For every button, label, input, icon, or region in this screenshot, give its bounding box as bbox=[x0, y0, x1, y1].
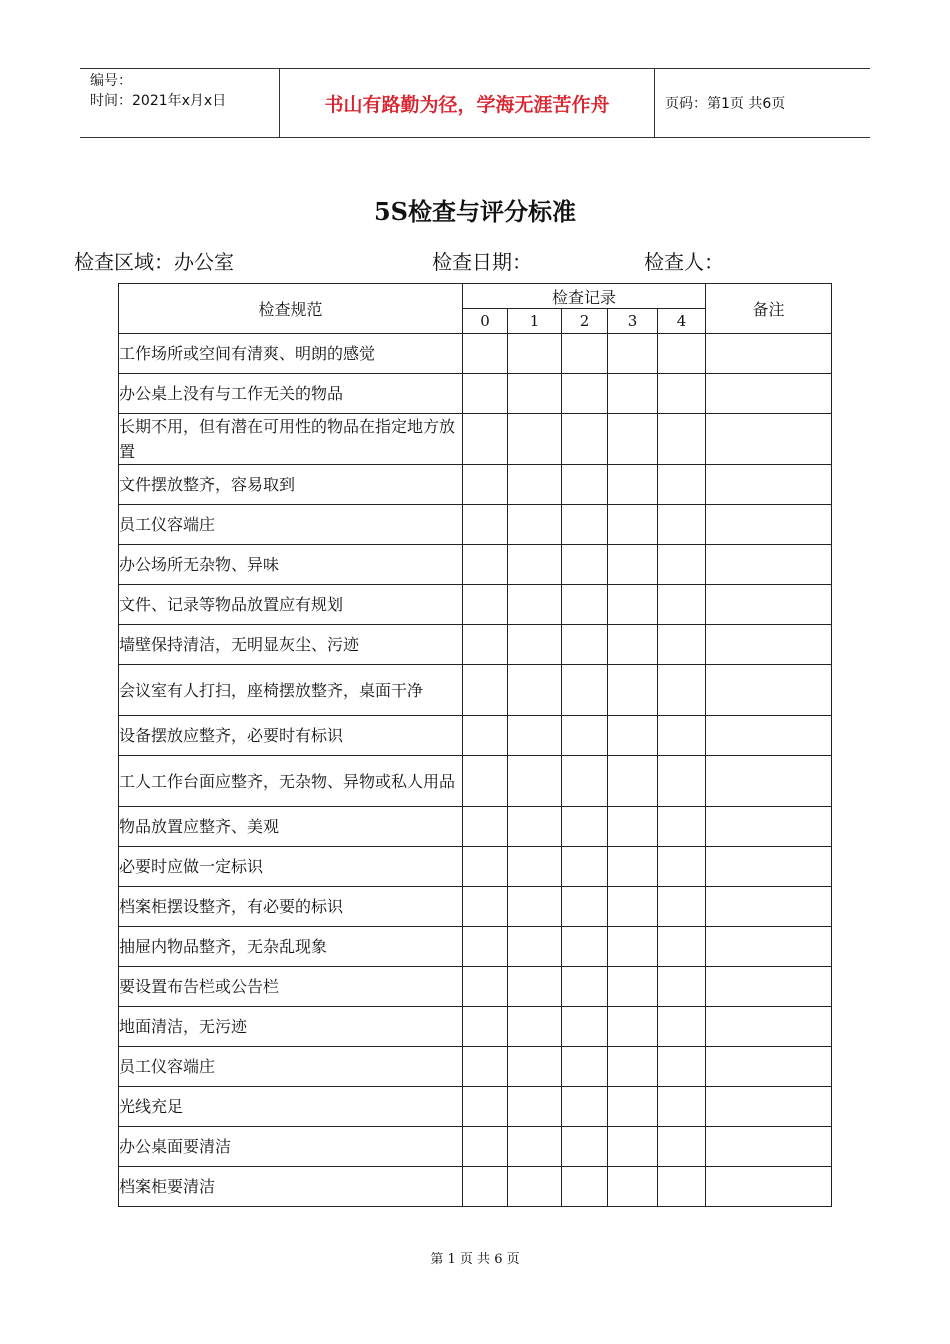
score-cell[interactable] bbox=[608, 414, 658, 465]
table-row bbox=[119, 1167, 832, 1207]
score-cell[interactable] bbox=[608, 505, 658, 545]
page-header bbox=[80, 68, 870, 138]
criterion-text: 办公桌面要清洁 bbox=[119, 1127, 463, 1167]
criterion-text: 地面清洁，无污迹 bbox=[119, 1007, 463, 1047]
note-cell[interactable] bbox=[706, 1167, 832, 1207]
column-record: 检查记录 bbox=[463, 284, 706, 309]
note-cell[interactable] bbox=[706, 625, 832, 665]
score-cell[interactable] bbox=[608, 334, 658, 374]
score-cell[interactable] bbox=[658, 756, 706, 807]
score-cell[interactable] bbox=[508, 847, 562, 887]
note-cell[interactable] bbox=[706, 505, 832, 545]
score-cell[interactable] bbox=[463, 1007, 508, 1047]
score-cell[interactable] bbox=[658, 1127, 706, 1167]
note-cell[interactable] bbox=[706, 374, 832, 414]
score-cell[interactable] bbox=[658, 967, 706, 1007]
score-cell[interactable] bbox=[608, 716, 658, 756]
score-cell[interactable] bbox=[508, 1167, 562, 1207]
score-cell[interactable] bbox=[463, 665, 508, 716]
score-cell[interactable] bbox=[562, 756, 608, 807]
score-cell[interactable] bbox=[463, 414, 508, 465]
score-cell[interactable] bbox=[658, 465, 706, 505]
note-cell[interactable] bbox=[706, 1087, 832, 1127]
score-2-header: 2 bbox=[562, 309, 608, 334]
score-cell[interactable] bbox=[463, 465, 508, 505]
table-row bbox=[119, 1087, 832, 1127]
table-row bbox=[119, 625, 832, 665]
note-cell[interactable] bbox=[706, 756, 832, 807]
score-cell[interactable] bbox=[658, 1007, 706, 1047]
table-row bbox=[119, 585, 832, 625]
page-footer: 第 1 页 共 6 页 bbox=[430, 1252, 520, 1267]
score-cell[interactable] bbox=[608, 465, 658, 505]
table-row bbox=[119, 665, 832, 716]
score-cell[interactable] bbox=[562, 807, 608, 847]
score-cell[interactable] bbox=[508, 1007, 562, 1047]
note-cell[interactable] bbox=[706, 807, 832, 847]
score-cell[interactable] bbox=[463, 585, 508, 625]
score-cell[interactable] bbox=[508, 374, 562, 414]
time-label: 时间：2021年x月x日 bbox=[90, 93, 227, 109]
score-0-header: 0 bbox=[463, 309, 508, 334]
score-cell[interactable] bbox=[562, 465, 608, 505]
score-cell[interactable] bbox=[508, 967, 562, 1007]
score-cell[interactable] bbox=[508, 625, 562, 665]
note-cell[interactable] bbox=[706, 1007, 832, 1047]
criterion-text: 员工仪容端庄 bbox=[119, 505, 463, 545]
table-row bbox=[119, 716, 832, 756]
inspection-area: 检查区域：办公室 bbox=[74, 250, 234, 274]
score-cell[interactable] bbox=[562, 887, 608, 927]
score-cell[interactable] bbox=[463, 1047, 508, 1087]
score-cell[interactable] bbox=[562, 847, 608, 887]
score-cell[interactable] bbox=[562, 545, 608, 585]
score-cell[interactable] bbox=[562, 716, 608, 756]
document-title: 5S检查与评分标准 bbox=[373, 197, 577, 226]
score-cell[interactable] bbox=[463, 927, 508, 967]
table-row bbox=[119, 414, 832, 465]
score-cell[interactable] bbox=[608, 665, 658, 716]
note-cell[interactable] bbox=[706, 967, 832, 1007]
table-row bbox=[119, 334, 832, 374]
table-row bbox=[119, 465, 832, 505]
note-cell[interactable] bbox=[706, 716, 832, 756]
score-cell[interactable] bbox=[463, 1087, 508, 1127]
note-cell[interactable] bbox=[706, 887, 832, 927]
table-body bbox=[119, 334, 832, 1207]
table-row bbox=[119, 807, 832, 847]
score-cell[interactable] bbox=[508, 334, 562, 374]
table-row bbox=[119, 505, 832, 545]
header-meta bbox=[80, 69, 280, 137]
score-cell[interactable] bbox=[562, 665, 608, 716]
criterion-text: 办公桌上没有与工作无关的物品 bbox=[119, 374, 463, 414]
score-cell[interactable] bbox=[608, 756, 658, 807]
note-cell[interactable] bbox=[706, 927, 832, 967]
criterion-text: 物品放置应整齐、美观 bbox=[119, 807, 463, 847]
score-cell[interactable] bbox=[463, 1167, 508, 1207]
score-cell[interactable] bbox=[463, 505, 508, 545]
criterion-text: 办公场所无杂物、异味 bbox=[119, 545, 463, 585]
score-cell[interactable] bbox=[608, 887, 658, 927]
score-1-header: 1 bbox=[508, 309, 562, 334]
score-cell[interactable] bbox=[608, 1127, 658, 1167]
score-cell[interactable] bbox=[463, 1127, 508, 1167]
score-cell[interactable] bbox=[608, 847, 658, 887]
score-cell[interactable] bbox=[658, 1047, 706, 1087]
score-cell[interactable] bbox=[463, 887, 508, 927]
inspector: 检查人： bbox=[644, 250, 724, 274]
score-cell[interactable] bbox=[463, 716, 508, 756]
criterion-text: 工作场所或空间有清爽、明朗的感觉 bbox=[119, 334, 463, 374]
score-cell[interactable] bbox=[508, 1127, 562, 1167]
score-cell[interactable] bbox=[658, 625, 706, 665]
score-cell[interactable] bbox=[608, 1167, 658, 1207]
criterion-text: 文件摆放整齐，容易取到 bbox=[119, 465, 463, 505]
header-motto: 书山有路勤为径，学海无涯苦作舟 bbox=[280, 69, 655, 137]
score-cell[interactable] bbox=[562, 967, 608, 1007]
number-label: 编号： bbox=[90, 73, 132, 89]
score-cell[interactable] bbox=[463, 807, 508, 847]
table-row bbox=[119, 545, 832, 585]
note-cell[interactable] bbox=[706, 1047, 832, 1087]
score-cell[interactable] bbox=[608, 374, 658, 414]
score-cell[interactable] bbox=[508, 665, 562, 716]
table-row bbox=[119, 374, 832, 414]
score-cell[interactable] bbox=[608, 967, 658, 1007]
criterion-text: 档案柜摆设整齐，有必要的标识 bbox=[119, 887, 463, 927]
note-cell[interactable] bbox=[706, 334, 832, 374]
criterion-text: 抽屉内物品整齐，无杂乱现象 bbox=[119, 927, 463, 967]
score-cell[interactable] bbox=[562, 585, 608, 625]
table-row bbox=[119, 1127, 832, 1167]
score-4-header: 4 bbox=[658, 309, 706, 334]
table-row bbox=[119, 847, 832, 887]
score-cell[interactable] bbox=[608, 1087, 658, 1127]
score-cell[interactable] bbox=[562, 1087, 608, 1127]
score-cell[interactable] bbox=[562, 334, 608, 374]
score-cell[interactable] bbox=[508, 545, 562, 585]
score-cell[interactable] bbox=[658, 374, 706, 414]
note-cell[interactable] bbox=[706, 1127, 832, 1167]
score-cell[interactable] bbox=[658, 545, 706, 585]
score-cell[interactable] bbox=[658, 807, 706, 847]
score-cell[interactable] bbox=[508, 807, 562, 847]
criterion-text: 必要时应做一定标识 bbox=[119, 847, 463, 887]
criterion-text: 要设置布告栏或公告栏 bbox=[119, 967, 463, 1007]
score-cell[interactable] bbox=[658, 334, 706, 374]
criterion-text: 长期不用，但有潜在可用性的物品在指定地方放置 bbox=[119, 414, 463, 465]
score-3-header: 3 bbox=[608, 309, 658, 334]
score-cell[interactable] bbox=[463, 545, 508, 585]
score-cell[interactable] bbox=[463, 625, 508, 665]
score-cell[interactable] bbox=[463, 847, 508, 887]
score-cell[interactable] bbox=[608, 585, 658, 625]
score-cell[interactable] bbox=[508, 1047, 562, 1087]
note-cell[interactable] bbox=[706, 665, 832, 716]
score-cell[interactable] bbox=[508, 756, 562, 807]
column-note: 备注 bbox=[706, 284, 832, 334]
note-cell[interactable] bbox=[706, 847, 832, 887]
score-cell[interactable] bbox=[658, 505, 706, 545]
table-row bbox=[119, 756, 832, 807]
score-cell[interactable] bbox=[463, 334, 508, 374]
score-cell[interactable] bbox=[562, 414, 608, 465]
score-cell[interactable] bbox=[508, 887, 562, 927]
column-criteria: 检查规范 bbox=[119, 284, 463, 334]
inspection-date: 检查日期： bbox=[432, 250, 532, 274]
score-cell[interactable] bbox=[508, 414, 562, 465]
score-cell[interactable] bbox=[608, 807, 658, 847]
criterion-text: 档案柜要清洁 bbox=[119, 1167, 463, 1207]
score-cell[interactable] bbox=[508, 1087, 562, 1127]
criterion-text: 墙壁保持清洁，无明显灰尘、污迹 bbox=[119, 625, 463, 665]
score-cell[interactable] bbox=[608, 927, 658, 967]
score-cell[interactable] bbox=[658, 585, 706, 625]
table-row bbox=[119, 1047, 832, 1087]
score-cell[interactable] bbox=[562, 927, 608, 967]
criterion-text: 设备摆放应整齐，必要时有标识 bbox=[119, 716, 463, 756]
score-cell[interactable] bbox=[608, 1007, 658, 1047]
note-cell[interactable] bbox=[706, 414, 832, 465]
score-cell[interactable] bbox=[562, 374, 608, 414]
table-row bbox=[119, 887, 832, 927]
score-cell[interactable] bbox=[658, 1087, 706, 1127]
score-cell[interactable] bbox=[608, 545, 658, 585]
score-cell[interactable] bbox=[658, 716, 706, 756]
score-cell[interactable] bbox=[562, 1007, 608, 1047]
score-cell[interactable] bbox=[508, 927, 562, 967]
table-row bbox=[119, 1007, 832, 1047]
table-row bbox=[119, 927, 832, 967]
criterion-text: 工人工作台面应整齐，无杂物、异物或私人用品 bbox=[119, 756, 463, 807]
score-cell[interactable] bbox=[562, 1047, 608, 1087]
score-cell[interactable] bbox=[463, 374, 508, 414]
score-cell[interactable] bbox=[562, 625, 608, 665]
criterion-text: 文件、记录等物品放置应有规划 bbox=[119, 585, 463, 625]
score-cell[interactable] bbox=[508, 465, 562, 505]
score-cell[interactable] bbox=[508, 585, 562, 625]
score-cell[interactable] bbox=[608, 625, 658, 665]
score-cell[interactable] bbox=[508, 716, 562, 756]
score-cell[interactable] bbox=[608, 1047, 658, 1087]
criterion-text: 会议室有人打扫，座椅摆放整齐，桌面干净 bbox=[119, 665, 463, 716]
score-cell[interactable] bbox=[658, 887, 706, 927]
score-cell[interactable] bbox=[463, 967, 508, 1007]
score-cell[interactable] bbox=[658, 1167, 706, 1207]
score-cell[interactable] bbox=[562, 1167, 608, 1207]
score-cell[interactable] bbox=[562, 1127, 608, 1167]
score-cell[interactable] bbox=[562, 505, 608, 545]
table-row bbox=[119, 967, 832, 1007]
score-cell[interactable] bbox=[658, 847, 706, 887]
score-cell[interactable] bbox=[463, 756, 508, 807]
note-cell[interactable] bbox=[706, 465, 832, 505]
score-cell[interactable] bbox=[658, 414, 706, 465]
score-cell[interactable] bbox=[658, 665, 706, 716]
score-cell[interactable] bbox=[508, 505, 562, 545]
criterion-text: 光线充足 bbox=[119, 1087, 463, 1127]
note-cell[interactable] bbox=[706, 585, 832, 625]
header-page-info: 页码：第1页 共6页 bbox=[665, 96, 786, 112]
criterion-text: 员工仪容端庄 bbox=[119, 1047, 463, 1087]
score-cell[interactable] bbox=[658, 927, 706, 967]
note-cell[interactable] bbox=[706, 545, 832, 585]
inspection-table bbox=[118, 283, 832, 1207]
